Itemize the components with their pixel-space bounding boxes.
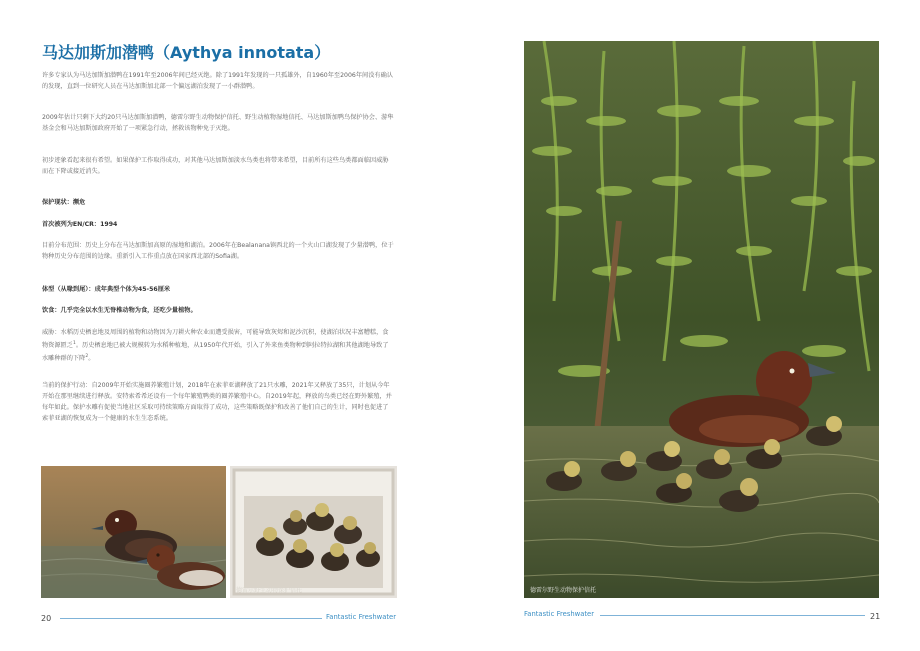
outlook-paragraph: 初步迹象看起来很有希望。如果保护工作取得成功，对其他马达加斯加淡水鸟类也将带来希望，目前所有这些鸟类都面临因威胁而在下降或接近消失。 [42, 157, 389, 175]
rescue-paragraph: 2009年估计只剩下大约20只马达加斯加潜鸭，德雷尔野生动物保护信托、野生动植物湿地信托、马达加斯加鸭鸟保护协会、游隼基金会和马达加斯加政府开始了一项紧急行动，拯救该物种免于灭绝。 [42, 114, 394, 132]
article-title: 马达加斯加潜鸭（Aythya innotata） [42, 43, 331, 62]
diet-line: 饮食：几乎完全以水生无脊椎动物为食，还吃少量植物。 [42, 307, 197, 314]
range-paragraph: 目前分布范围：历史上分布在马达加斯加高原的湿地和湖泊。2006年在Bealanana镇西北的一个火山口湖发现了少量潜鸭，位于物种历史分布范围的边缘。重新引入工作重点放在国家西北部的Sofia湖。 [42, 242, 394, 260]
threats-text-end: 。 [88, 355, 95, 363]
threats-text: 威胁：水稻历史栖息地及周围的植物和动物因为刀耕火种农业而遭受损害，可能导致灰烬和泥沙沉积，使湖泊状况丰富糟糕，食物资源匮乏 [42, 329, 389, 350]
ducklings-photo-caption: 德雷尔野生动物保护信托 [236, 587, 303, 594]
main-photo-caption: 德雷尔野生动物保护信托 [530, 587, 597, 594]
action-paragraph: 当前的保护行动：自2009年开始实施圈养繁殖计划，2018年在索菲亚湖释放了21只水雕，2021年又释放了35只，计划从今年开始在那里继续进行释放。安特索希希还设有一个每年繁殖鸭类的圈养繁殖中心。自2019年起，释放的鸟类已经在野外繁殖，并每年如此。保护水雕有促使当地社区采取可持续策略方面取得了成功，这些策略既保护和改善了他们自己的生计，同时也促进了索菲亚湖的恢复成为一个健康的水生生态系统。 [42, 382, 392, 422]
threats-text-middle: 。历史栖息地已被大规模转为水稻种植地，从1950年代开始，引入了外来鱼类物种到阿拉特拉湖和其他湖地导致了水雕种群的下降 [42, 342, 389, 363]
page-number-left: 20 [41, 614, 52, 623]
footer-label-left: Fantastic Freshwater [326, 613, 397, 621]
intro-paragraph: 许多专家认为马达加斯加潜鸭在1991年至2006年间已经灭绝。除了1991年发现的一只孤雄外，自1960年至2006年间没有确认的发现，直到一位研究人员在马达加斯加北部一个偏远湖泊发现了一小群潜鸭。 [42, 72, 393, 90]
threats-paragraph [42, 327, 394, 364]
adult-ducks-photo [41, 466, 226, 598]
footer-rule-left [60, 618, 322, 619]
footer-label-right: Fantastic Freshwater [524, 610, 595, 618]
footnote-ref-2[interactable]: 2 [85, 354, 89, 360]
footnote-ref-1[interactable]: 1 [72, 341, 76, 346]
page-number-right: 21 [870, 612, 881, 621]
ducklings-crate-photo [230, 466, 397, 598]
conservation-status: 保护现状：濒危 [42, 199, 86, 206]
first-listed: 首次被列为EN/CR：1994 [42, 221, 118, 228]
size-line: 体型（从喙到尾）：成年典型个体为45-56厘米 [42, 286, 171, 293]
duck-with-ducklings-photo [524, 41, 879, 598]
right-page [460, 0, 920, 651]
footer-rule-right [600, 615, 865, 616]
